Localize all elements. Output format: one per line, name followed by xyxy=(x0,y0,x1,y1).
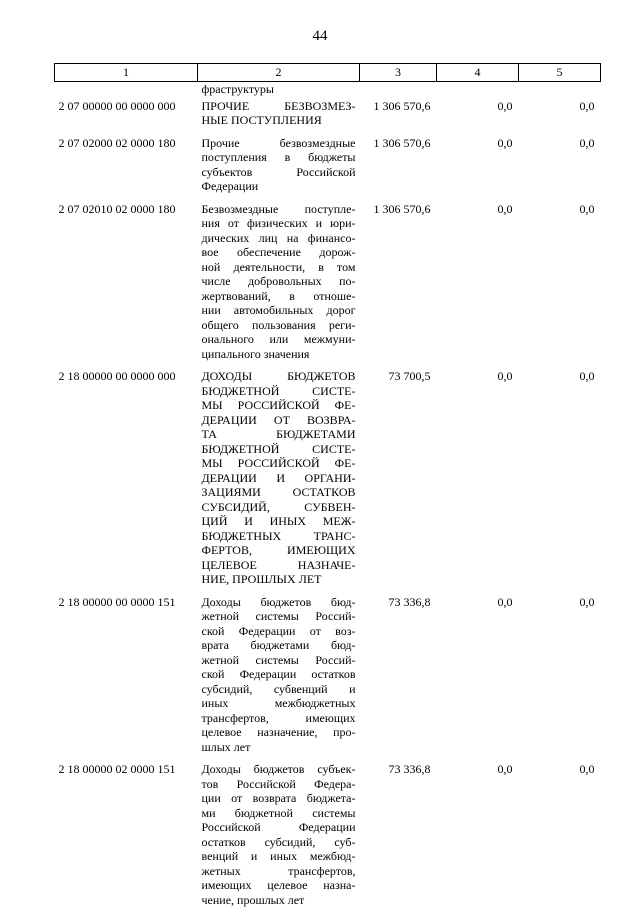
item-name-line: жетной системы Россий- xyxy=(202,653,356,668)
item-name-line: БЮДЖЕТНОЙ СИСТЕ- xyxy=(202,442,356,457)
column-header-5: 5 xyxy=(519,64,601,82)
budget-code-cell: 2 07 02000 02 0000 180 xyxy=(55,136,198,202)
amount-cell-col-3: 73 336,8 xyxy=(360,762,437,915)
item-name-line: чение, прошлых лет xyxy=(202,893,356,908)
table-header xyxy=(55,64,601,82)
item-name-line: жетных трансфертов, xyxy=(202,864,356,879)
item-name-line: нии автомобильных дорог xyxy=(202,303,356,318)
column-header-1: 1 xyxy=(55,64,198,82)
item-name-line: иных межбюджетных xyxy=(202,696,356,711)
item-name-cell xyxy=(198,82,360,99)
amount-cell-col-4: 0,0 xyxy=(437,762,519,915)
column-header-2: 2 xyxy=(198,64,360,82)
table-row xyxy=(55,136,601,202)
item-name-line: Доходы бюджетов субъек- xyxy=(202,762,356,777)
item-name-line: БЮДЖЕТНЫХ ТРАНС- xyxy=(202,529,356,544)
item-name-line: ной деятельности, в том xyxy=(202,260,356,275)
amount-cell-col-5: 0,0 xyxy=(519,369,601,595)
table-row xyxy=(55,595,601,763)
item-name-line: жетной системы Россий- xyxy=(202,609,356,624)
amount-cell-col-3: 1 306 570,6 xyxy=(360,202,437,370)
amount-cell-col-4: 0,0 xyxy=(437,99,519,136)
item-name-line: числе добровольных по- xyxy=(202,274,356,289)
amount-cell-col-4: 0,0 xyxy=(437,202,519,370)
item-name-cell xyxy=(198,762,360,915)
item-name-line: ДОХОДЫ БЮДЖЕТОВ xyxy=(202,369,356,384)
item-name-line: ской Федерации остатков xyxy=(202,667,356,682)
table-row xyxy=(55,762,601,915)
column-header-3: 3 xyxy=(360,64,437,82)
item-name-line: ПРОЧИЕ БЕЗВОЗМЕЗ- xyxy=(202,99,356,114)
column-header-4: 4 xyxy=(437,64,519,82)
item-name-cell xyxy=(198,202,360,370)
item-name-line: Прочие безвозмездные xyxy=(202,136,356,151)
item-name-line: тов Российской Федера- xyxy=(202,777,356,792)
item-name-line: фраструктуры xyxy=(202,82,356,97)
item-name-line: Федерации xyxy=(202,179,356,194)
item-name-line: трансфертов, имеющих xyxy=(202,711,356,726)
table-row xyxy=(55,99,601,136)
item-name-line: ДЕРАЦИИ ОТ ВОЗВРА- xyxy=(202,413,356,428)
item-name-line: субсидий, субвенций и xyxy=(202,682,356,697)
amount-cell-col-4 xyxy=(437,82,519,99)
budget-code-cell: 2 18 00000 02 0000 151 xyxy=(55,762,198,915)
item-name-line: имеющих целевое назна- xyxy=(202,878,356,893)
item-name-line: общего пользования реги- xyxy=(202,318,356,333)
amount-cell-col-5: 0,0 xyxy=(519,762,601,915)
item-name-line: БЮДЖЕТНОЙ СИСТЕ- xyxy=(202,384,356,399)
amount-cell-col-5: 0,0 xyxy=(519,136,601,202)
amount-cell-col-3: 1 306 570,6 xyxy=(360,136,437,202)
item-name-line: Безвозмездные поступле- xyxy=(202,202,356,217)
budget-code-cell: 2 18 00000 00 0000 151 xyxy=(55,595,198,763)
item-name-line: остатков субсидий, суб- xyxy=(202,835,356,850)
amount-cell-col-5: 0,0 xyxy=(519,595,601,763)
amount-cell-col-3: 73 336,8 xyxy=(360,595,437,763)
item-name-line: МЫ РОССИЙСКОЙ ФЕ- xyxy=(202,456,356,471)
item-name-line: субъектов Российской xyxy=(202,165,356,180)
item-name-line: СУБСИДИЙ, СУБВЕН- xyxy=(202,500,356,515)
budget-code-cell xyxy=(55,82,198,99)
item-name-line: жертвований, в отноше- xyxy=(202,289,356,304)
amount-cell-col-3 xyxy=(360,82,437,99)
item-name-line: врата бюджетами бюд- xyxy=(202,638,356,653)
item-name-line: НЫЕ ПОСТУПЛЕНИЯ xyxy=(202,113,356,128)
item-name-cell xyxy=(198,595,360,763)
item-name-line: НИЕ, ПРОШЛЫХ ЛЕТ xyxy=(202,572,356,587)
item-name-line: ЗАЦИЯМИ ОСТАТКОВ xyxy=(202,485,356,500)
item-name-line: ции от возврата бюджета- xyxy=(202,791,356,806)
amount-cell-col-3: 1 306 570,6 xyxy=(360,99,437,136)
budget-code-cell: 2 07 02010 02 0000 180 xyxy=(55,202,198,370)
amount-cell-col-5: 0,0 xyxy=(519,99,601,136)
item-name-cell xyxy=(198,136,360,202)
table-body xyxy=(55,82,601,915)
item-name-line: ми бюджетной системы xyxy=(202,806,356,821)
amount-cell-col-4: 0,0 xyxy=(437,595,519,763)
budget-table xyxy=(54,63,601,915)
table-row xyxy=(55,82,601,99)
item-name-line: ДЕРАЦИИ И ОРГАНИ- xyxy=(202,471,356,486)
item-name-line: онального или межмуни- xyxy=(202,332,356,347)
budget-code-cell: 2 07 00000 00 0000 000 xyxy=(55,99,198,136)
item-name-line: ния от физических и юри- xyxy=(202,216,356,231)
budget-code-cell: 2 18 00000 00 0000 000 xyxy=(55,369,198,595)
item-name-line: ЦЕЛЕВОЕ НАЗНАЧЕ- xyxy=(202,558,356,573)
page-number: 44 xyxy=(0,28,640,45)
item-name-line: венций и иных межбюд- xyxy=(202,849,356,864)
amount-cell-col-4: 0,0 xyxy=(437,369,519,595)
amount-cell-col-4: 0,0 xyxy=(437,136,519,202)
amount-cell-col-3: 73 700,5 xyxy=(360,369,437,595)
item-name-line: ТА БЮДЖЕТАМИ xyxy=(202,427,356,442)
item-name-line: целевое назначение, про- xyxy=(202,725,356,740)
item-name-cell xyxy=(198,99,360,136)
item-name-cell xyxy=(198,369,360,595)
table-row xyxy=(55,369,601,595)
item-name-line: поступления в бюджеты xyxy=(202,150,356,165)
item-name-line: дических лиц на финансо- xyxy=(202,231,356,246)
item-name-line: вое обеспечение дорож- xyxy=(202,245,356,260)
item-name-line: ской Федерации от воз- xyxy=(202,624,356,639)
amount-cell-col-5: 0,0 xyxy=(519,202,601,370)
header-row xyxy=(55,64,601,82)
table-row xyxy=(55,202,601,370)
item-name-line: Российской Федерации xyxy=(202,820,356,835)
item-name-line: ципального значения xyxy=(202,347,356,362)
item-name-line: ЦИЙ И ИНЫХ МЕЖ- xyxy=(202,514,356,529)
amount-cell-col-5 xyxy=(519,82,601,99)
item-name-line: МЫ РОССИЙСКОЙ ФЕ- xyxy=(202,398,356,413)
item-name-line: ФЕРТОВ, ИМЕЮЩИХ xyxy=(202,543,356,558)
item-name-line: Доходы бюджетов бюд- xyxy=(202,595,356,610)
item-name-line: шлых лет xyxy=(202,740,356,755)
